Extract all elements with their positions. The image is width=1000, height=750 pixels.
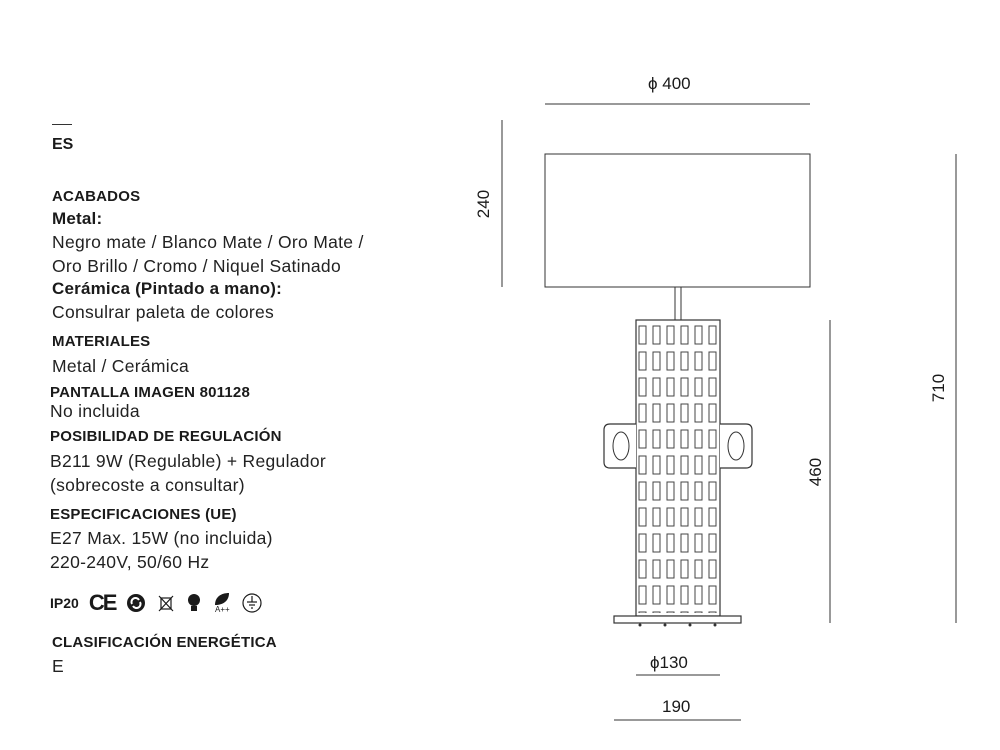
regulacion-line2: (sobrecoste a consultar) [50,475,245,495]
materiales-value: Metal / Cerámica [52,356,190,376]
ceramica-value: Consulrar paleta de colores [52,302,275,322]
ip20-label: IP20 [50,595,79,611]
right-handle-hole [728,432,744,460]
metal-finishes-line2: Oro Brillo / Cromo / Niquel Satinado [52,256,341,276]
clasificacion-heading: CLASIFICACIÓN ENERGÉTICA [52,634,277,651]
shade-diameter-label: ϕ 400 [648,74,691,93]
especificaciones-heading: ESPECIFICACIONES (UE) [50,506,237,523]
lamp-shade [545,154,810,287]
width-label: 190 [662,697,691,716]
ce-mark-icon: CE [88,590,116,615]
ceramica-label: Cerámica (Pintado a mano): [52,279,283,298]
metal-finishes-line1: Negro mate / Blanco Mate / Oro Mate / [52,232,364,252]
left-handle-hole [613,432,629,460]
language-code: ES [52,136,74,153]
lamp-stem [675,287,681,320]
base-diameter-label: ϕ130 [650,653,688,672]
acabados-heading: ACABADOS [52,188,141,205]
clasificacion-value: E [52,656,64,676]
lamp-body-pattern [636,323,720,613]
energy-badge: A++ [215,605,230,614]
shade-height-label: 240 [474,189,494,219]
pantalla-heading: PANTALLA IMAGEN 801128 [50,384,251,401]
pantalla-value: No incluida [50,401,140,421]
metal-label: Metal: [52,209,103,228]
especificaciones-line1: E27 Max. 15W (no incluida) [50,528,273,548]
materiales-heading: MATERIALES [52,333,151,350]
lamp-base [614,616,741,623]
especificaciones-line2: 220-240V, 50/60 Hz [50,552,210,572]
body-height-label: 460 [806,457,826,487]
regulacion-heading: POSIBILIDAD DE REGULACIÓN [50,428,282,445]
regulacion-line1: B211 9W (Regulable) + Regulador [50,451,327,471]
total-height-label: 710 [929,373,949,403]
